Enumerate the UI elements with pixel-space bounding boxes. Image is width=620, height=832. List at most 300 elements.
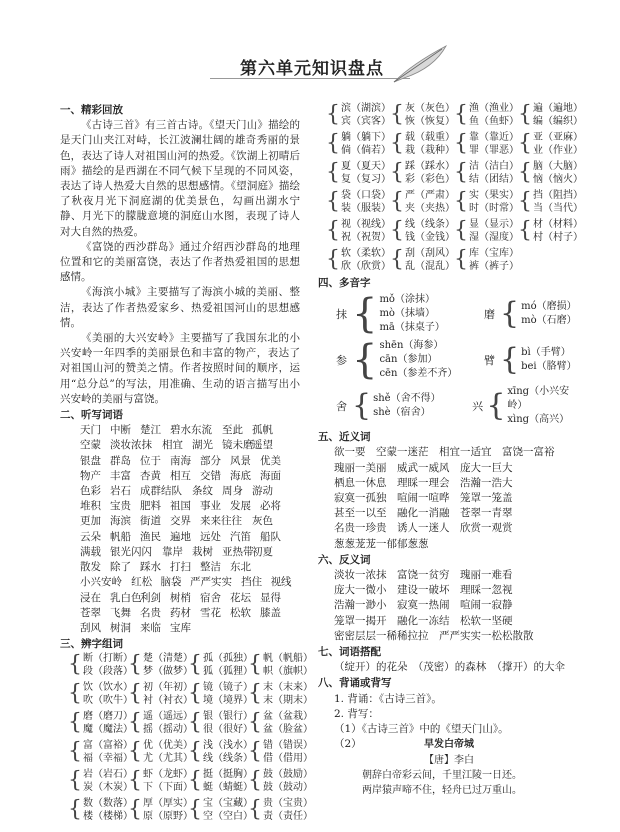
char-pair — [248, 710, 313, 736]
pair-word: 很（很好） — [203, 724, 253, 736]
char-pair — [326, 102, 390, 128]
poem-line: 两岸猿声啼不住，轻舟已过万重山。 — [362, 785, 522, 797]
brace-icon: { — [518, 131, 532, 156]
brace-icon: { — [390, 131, 404, 156]
char-pair — [454, 218, 518, 244]
brace-icon: { — [390, 218, 404, 243]
dictation-word: 至此 — [222, 424, 243, 437]
brace-icon: { — [454, 218, 468, 243]
pair-row — [326, 189, 583, 215]
pair-word: 楼（楼梯） — [83, 811, 133, 823]
brace-icon: { — [128, 652, 142, 678]
recite-item: 2. 背写： — [334, 707, 379, 720]
pair-word: 夏（夏天） — [341, 161, 391, 172]
pair-word: 宾（宾客） — [341, 116, 391, 127]
pair-word: 刮（刮风） — [405, 248, 455, 259]
summary-paragraph: 《海滨小城》主要描写了海滨小城的美丽、整洁，表达了作者热爱家乡、热爱祖国河山的思想感情。 — [60, 286, 300, 329]
dictation-word: 苍翠 — [80, 606, 101, 619]
pair-word: 错（错误） — [263, 740, 313, 752]
char-pair — [326, 160, 390, 186]
char-pair — [390, 218, 454, 244]
right-column — [318, 102, 583, 798]
char-pair — [68, 797, 133, 823]
pair-word: 线（线条） — [203, 753, 253, 765]
pair-word: 时（时常） — [469, 203, 519, 214]
brace-icon: { — [248, 710, 262, 736]
brace-icon: { — [188, 652, 202, 678]
brace-icon: { — [454, 102, 468, 127]
dictation-word: 银光闪闪 — [110, 545, 152, 558]
brace-icon: { — [454, 247, 468, 272]
word-pair-line: 栖息一休息 理睬一理会 浩瀚一浩大 — [334, 476, 513, 489]
dictation-word: 杏黄 — [140, 469, 161, 482]
pair-word: 欣（欣赏） — [341, 261, 391, 272]
collocation-line: （绽开）的花朵 （茂密）的森林 （撑开）的大伞 — [334, 661, 565, 674]
pair-word: 祝（祝贺） — [341, 232, 391, 243]
dictation-word-list — [60, 423, 300, 636]
dictation-word: 远处 — [200, 530, 221, 543]
word-row — [80, 423, 300, 438]
polyphone-row — [318, 337, 580, 383]
pair-word: 炭（木炭） — [83, 782, 133, 794]
pair-word: 鱼（鱼虾） — [469, 116, 519, 127]
pair-row — [68, 652, 313, 678]
pair-word: 渔（渔业） — [469, 103, 519, 114]
pair-words — [341, 131, 391, 157]
char-pair — [188, 710, 253, 736]
dictation-word: 散发 — [80, 561, 101, 574]
pair-words — [469, 218, 519, 244]
pair-words — [405, 189, 455, 215]
char-pair — [128, 739, 193, 765]
pair-words — [143, 652, 193, 678]
pair-words — [263, 652, 313, 678]
pair-word: 栽（栽种） — [405, 145, 455, 156]
pair-row — [326, 218, 583, 244]
reading: cān（参加） — [379, 354, 438, 366]
pair-word: 鼓（鼓动） — [263, 782, 313, 794]
brace-icon: { — [500, 342, 520, 378]
word-pair-line: 密密层层一稀稀拉拉 严严实实一松松散散 — [334, 629, 534, 642]
pair-words — [203, 710, 253, 736]
dictation-word: 镜未磨 — [222, 439, 254, 452]
dictation-word: 初夏 — [252, 545, 273, 558]
pair-words — [469, 131, 519, 157]
pair-word: 挺（挺胸） — [203, 769, 253, 781]
brace-icon: { — [128, 710, 142, 736]
pair-words — [263, 739, 313, 765]
brace-icon: { — [68, 710, 82, 736]
dictation-word: 遍地 — [170, 530, 191, 543]
dictation-word: 相互 — [170, 469, 191, 482]
word-row — [80, 469, 300, 484]
pair-row — [68, 739, 313, 765]
pair-word: 遍（遍地） — [533, 103, 583, 114]
dictation-word: 位于 — [140, 454, 161, 467]
word-pair-line: 浩瀚一渺小 寂寞一热闹 喧闹一寂静 — [334, 599, 513, 612]
pair-word: 袋（口袋） — [341, 190, 391, 201]
section-heading: 四、多音字 — [318, 277, 371, 289]
char-pair — [390, 247, 454, 273]
dictation-word: 帆船 — [110, 530, 131, 543]
pair-word: 恼（恼火） — [533, 174, 583, 185]
pair-word: 脑（大脑） — [533, 161, 583, 172]
pair-word: 孤（孤独） — [203, 653, 253, 665]
dictation-word: 丰富 — [110, 469, 131, 482]
brace-icon: { — [188, 681, 202, 707]
pair-word: 灰（灰色） — [405, 103, 455, 114]
char-pair — [454, 160, 518, 186]
section-heading: 二、听写词语 — [60, 409, 123, 422]
reading: xīng（小兴安岭） — [507, 386, 570, 412]
pair-word: 鼓（鼓励） — [263, 769, 313, 781]
synonym-list — [318, 445, 580, 551]
pair-word: 借（借用） — [263, 753, 313, 765]
word-pair-line: 名贵一珍贵 诱人一迷人 欣赏一观赏 — [334, 522, 513, 535]
brace-icon: { — [68, 681, 82, 707]
pair-word: 末（期末） — [263, 695, 313, 707]
brace-icon: { — [326, 160, 340, 185]
char-pair — [326, 189, 390, 215]
pair-word: 裤（裤子） — [469, 261, 519, 272]
dictation-word: 群岛 — [110, 454, 131, 467]
dictation-word: 名贵 — [140, 606, 161, 619]
dictation-word: 岩石 — [110, 485, 131, 498]
brace-icon: { — [454, 189, 468, 214]
pair-words — [263, 797, 313, 823]
pair-word: 夹（夹热） — [405, 203, 455, 214]
dictation-word: 飞舞 — [110, 606, 131, 619]
pair-word: 严（严肃） — [405, 190, 455, 201]
reading: bei（胳臂） — [521, 361, 577, 373]
pair-row — [326, 247, 580, 273]
pair-word: 狐（狐狸） — [203, 666, 253, 678]
dictation-word: 南海 — [170, 454, 191, 467]
dictation-word: 街道 — [140, 515, 161, 528]
char-pair — [188, 797, 253, 823]
dictation-word: 利剑 — [140, 591, 161, 604]
dictation-word: 条纹 — [192, 485, 213, 498]
brace-icon: { — [248, 681, 262, 707]
dictation-word: 优美 — [260, 454, 281, 467]
pair-word: 载（载重） — [405, 132, 455, 143]
dictation-word: 花坛 — [230, 591, 251, 604]
char-pair — [248, 739, 313, 765]
section-heading: 五、近义词 — [318, 431, 371, 444]
pair-words — [405, 247, 455, 273]
dictation-word: 显得 — [260, 591, 281, 604]
brace-icon: { — [326, 102, 340, 127]
dictation-word: 云朵 — [80, 530, 101, 543]
pair-word: 恢（恢复） — [405, 116, 455, 127]
dictation-word: 红松 — [131, 576, 153, 589]
section-heading: 八、背诵或背写 — [318, 677, 392, 690]
poem-author: 【唐】李白 — [424, 754, 474, 766]
pair-words — [143, 739, 193, 765]
pair-word: 尤（尤其） — [143, 753, 193, 765]
pair-word: 原（原野） — [143, 811, 193, 823]
char-pair — [248, 652, 313, 678]
dictation-word: 更加 — [80, 515, 101, 528]
brace-icon: { — [68, 797, 82, 823]
pair-word: 盆（盆栽） — [263, 711, 313, 723]
dictation-word: 海面 — [260, 469, 281, 482]
pair-word: 躺（躺下） — [341, 132, 391, 143]
char-pair — [68, 681, 133, 707]
dictation-word: 膝盖 — [260, 606, 281, 619]
dictation-word: 浸在 — [80, 591, 101, 604]
dictation-word: 靠岸 — [162, 545, 183, 558]
char-pair — [68, 739, 133, 765]
reading: cēn（参差不齐） — [379, 368, 458, 380]
pair-word: 滨（湖滨） — [341, 103, 391, 114]
dictation-word: 淡妆浓抹 — [110, 439, 152, 452]
brace-icon: { — [390, 189, 404, 214]
recite-item: （2） — [334, 738, 362, 751]
pair-words — [83, 710, 133, 736]
pair-words — [83, 652, 133, 678]
word-pair-line: 庞大一微小 建设一破坏 理睬一忽视 — [334, 584, 513, 597]
brace-icon: { — [352, 337, 378, 384]
recite-item: （1）《古诗三首》中的《望天门山》。 — [334, 723, 509, 736]
word-pair-line: 欲一要 空蒙一迷茫 相宜一适宜 富饶一富裕 — [334, 446, 555, 459]
pair-word: 钱（金钱） — [405, 232, 455, 243]
page-title: 第六单元知识盘点 — [240, 59, 384, 79]
character-pair-grid — [60, 652, 313, 823]
pair-words — [83, 681, 133, 707]
brace-icon: { — [390, 247, 404, 272]
pair-words — [203, 681, 253, 707]
dictation-word: 银盘 — [80, 454, 101, 467]
polyphone-char: 兴 — [472, 399, 484, 413]
reading: xìng（高兴） — [507, 414, 570, 426]
dictation-word: 小兴安岭 — [80, 576, 122, 589]
char-pair — [188, 681, 253, 707]
reading: shě（舍不得） — [373, 393, 441, 405]
dictation-word: 踩水 — [140, 561, 161, 574]
reading: mò（抹墙） — [379, 308, 435, 320]
dictation-word: 成群结队 — [140, 485, 182, 498]
char-pair — [248, 681, 313, 707]
brace-icon: { — [248, 797, 262, 823]
char-pair — [248, 797, 313, 823]
char-pair — [518, 131, 582, 157]
char-pair — [128, 710, 193, 736]
pair-word: 遥（遥远） — [143, 711, 193, 723]
dictation-word: 药材 — [170, 606, 191, 619]
pair-words — [469, 160, 519, 186]
word-row — [80, 499, 300, 514]
pair-row — [68, 681, 313, 707]
pair-word: 福（幸福） — [83, 753, 133, 765]
dictation-word: 祖国 — [170, 500, 191, 513]
dictation-word: 栽树 — [192, 545, 213, 558]
dictation-word: 来临 — [140, 621, 161, 634]
dictation-word: 相宜 — [162, 439, 183, 452]
brace-icon: { — [68, 768, 82, 794]
pair-words — [83, 768, 133, 794]
pair-words — [405, 102, 455, 128]
pair-row — [326, 131, 583, 157]
pair-row — [326, 160, 583, 186]
dictation-word: 交界 — [170, 515, 191, 528]
pair-word: 显（显示） — [469, 219, 519, 230]
pair-words — [405, 218, 455, 244]
pair-words — [533, 102, 583, 128]
dictation-word: 宿舍 — [200, 591, 221, 604]
pair-words — [533, 218, 583, 244]
pair-words — [405, 131, 455, 157]
word-row — [80, 545, 300, 560]
char-pair — [128, 797, 193, 823]
char-pair — [390, 102, 454, 128]
antonym-list — [318, 568, 580, 644]
pair-word: 段（段落） — [83, 666, 133, 678]
pair-word: 乱（混乱） — [405, 261, 455, 272]
brace-icon: { — [128, 768, 142, 794]
pair-word: 帜（旗帜） — [263, 666, 313, 678]
char-pair — [188, 768, 253, 794]
reading: bì（手臂） — [521, 347, 571, 359]
brace-icon: { — [352, 291, 378, 338]
word-row — [80, 560, 300, 575]
pair-word: 梦（做梦） — [143, 666, 193, 678]
dictation-word: 色彩 — [80, 485, 101, 498]
pair-word: 饮（饮水） — [83, 682, 133, 694]
brace-icon: { — [518, 218, 532, 243]
dictation-word: 发展 — [230, 500, 251, 513]
pair-words — [203, 797, 253, 823]
char-pair — [326, 247, 390, 273]
brace-icon: { — [248, 739, 262, 765]
pair-word: 宝（宝藏） — [203, 798, 253, 810]
pair-word: 编（编织） — [533, 116, 583, 127]
brace-icon: { — [352, 388, 372, 424]
brace-icon: { — [326, 131, 340, 156]
brace-icon: { — [68, 739, 82, 765]
polyphone-char: 臂 — [484, 353, 495, 367]
pair-words — [341, 102, 391, 128]
pair-word: 富（富裕） — [83, 740, 133, 752]
brace-icon: { — [248, 768, 262, 794]
dictation-word: 除了 — [110, 561, 131, 574]
dictation-word: 游动 — [252, 485, 273, 498]
polyphone-row — [318, 383, 580, 429]
word-row — [80, 621, 300, 636]
pair-words — [143, 681, 193, 707]
pair-word: 踩（踩水） — [405, 161, 455, 172]
pair-word: 吹（吹牛） — [83, 695, 133, 707]
word-row — [80, 606, 300, 621]
dictation-word: 风景 — [230, 454, 251, 467]
dictation-word: 来来往往 — [200, 515, 242, 528]
brace-icon: { — [188, 797, 202, 823]
pair-row — [68, 797, 313, 823]
reading: mò（石磨） — [521, 315, 577, 327]
dictation-word: 视线 — [270, 576, 292, 589]
pair-word: 空（空白） — [203, 811, 253, 823]
dictation-word: 渔民 — [140, 530, 161, 543]
char-pair — [128, 681, 193, 707]
dictation-word: 肥料 — [140, 500, 161, 513]
dictation-word: 船队 — [260, 530, 281, 543]
char-pair — [454, 189, 518, 215]
dictation-word: 必将 — [260, 500, 281, 513]
pair-row — [326, 102, 583, 128]
feather-icon — [390, 42, 450, 86]
dictation-word: 中断 — [110, 424, 131, 437]
pair-word: 镜（镜子） — [203, 682, 253, 694]
pair-words — [405, 160, 455, 186]
dictation-word: 遥望 — [252, 439, 273, 452]
char-pair — [390, 131, 454, 157]
pair-word: 境（境界） — [203, 695, 253, 707]
polyphone-char: 磨 — [484, 307, 495, 321]
pair-word: 罪（罪恶） — [469, 145, 519, 156]
dictation-word: 楚江 — [140, 424, 161, 437]
dictation-word: 空蒙 — [80, 439, 101, 452]
pair-word: 魔（魔法） — [83, 724, 133, 736]
dictation-word: 树梢 — [170, 591, 191, 604]
page-header — [0, 42, 620, 86]
pair-words — [469, 189, 519, 215]
pair-words — [469, 247, 519, 273]
dictation-word: 事业 — [200, 500, 221, 513]
char-pair — [518, 189, 582, 215]
poem-line: 朝辞白帝彩云间，千里江陵一日还。 — [362, 769, 522, 781]
pair-word: 摇（摇动） — [143, 724, 193, 736]
pair-word: 软（柔软） — [341, 248, 391, 259]
pair-word: 彩（彩色） — [405, 174, 455, 185]
dictation-word: 脑袋 — [160, 576, 182, 589]
pair-word: 银（银行） — [203, 711, 253, 723]
word-pair-line: 瑰丽一美丽 威武一威风 庞大一巨大 — [334, 461, 513, 474]
summary-paragraph: 《美丽的大兴安岭》主要描写了我国东北的小兴安岭一年四季的美丽景色和丰富的物产，表达了对祖国山河的赞美之情。作者按照时间的顺序，运用“总分总”的写法，用准确、生动的语言描写出小兴安岭的美丽与富饶。 — [60, 332, 300, 405]
pair-words — [263, 710, 313, 736]
pair-word: 蜓（蜻蜓） — [203, 782, 253, 794]
dictation-word: 树洞 — [110, 621, 131, 634]
pair-word: 复（复习） — [341, 174, 391, 185]
dictation-word: 海滨 — [110, 515, 131, 528]
dictation-word: 部分 — [200, 454, 221, 467]
pair-words — [341, 247, 391, 273]
word-pair-line: 寂寞一孤独 喧闹一喧哗 笼罩一笼盖 — [334, 492, 513, 505]
word-row — [80, 591, 300, 606]
summary-paragraph: 《富饶的西沙群岛》通过介绍西沙群岛的地理位置和它的美丽富饶，表达了作者热爱祖国的思想感情。 — [60, 240, 300, 284]
dictation-word: 周身 — [222, 485, 243, 498]
pair-word: 责（责任） — [263, 811, 313, 823]
pair-word: 业（作业） — [533, 145, 583, 156]
pair-words — [203, 768, 253, 794]
brace-icon: { — [188, 739, 202, 765]
brace-icon: { — [454, 160, 468, 185]
reading: shēn（海参） — [379, 340, 444, 352]
char-pair — [326, 218, 390, 244]
dictation-word: 交错 — [200, 469, 221, 482]
dictation-word: 堆积 — [80, 500, 101, 513]
brace-icon: { — [248, 652, 262, 678]
pair-word: 末（末来） — [263, 682, 313, 694]
brace-icon: { — [390, 102, 404, 127]
dictation-word: 挡住 — [241, 576, 263, 589]
brace-icon: { — [68, 652, 82, 678]
pair-word: 厚（厚实） — [143, 798, 193, 810]
pair-word: 靠（靠近） — [469, 132, 519, 143]
polyphone-char: 参 — [336, 353, 347, 367]
char-pair — [68, 768, 133, 794]
dictation-word: 物产 — [80, 469, 101, 482]
dictation-word: 孤帆 — [252, 424, 273, 437]
